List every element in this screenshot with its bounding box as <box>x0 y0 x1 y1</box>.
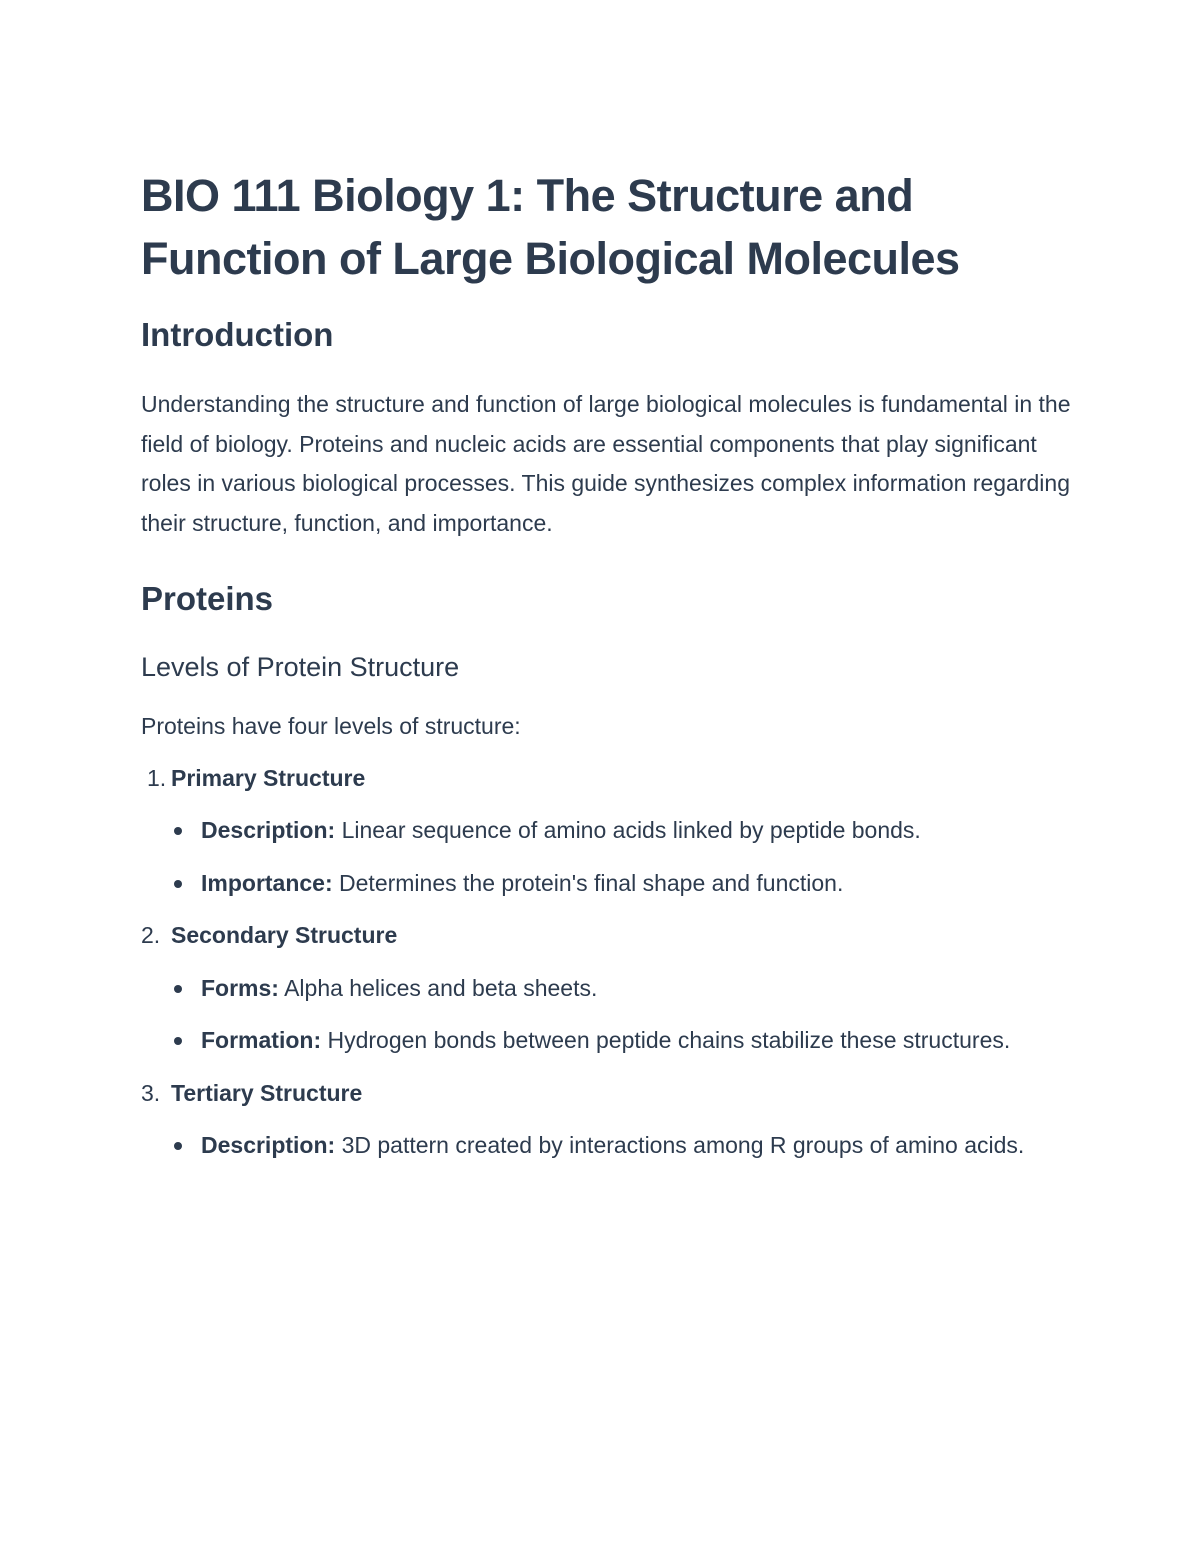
page-title: BIO 111 Biology 1: The Structure and Function of Large Biological Molecules <box>141 170 960 284</box>
detail-text: Alpha helices and beta sheets. <box>278 974 598 1001</box>
detail-item <box>201 1021 1071 1061</box>
bullet-icon <box>174 1142 182 1150</box>
detail-term: Importance: <box>201 869 333 896</box>
bullet-icon <box>174 985 182 993</box>
detail-text: Linear sequence of amino acids linked by peptide bonds. <box>335 817 921 843</box>
detail-item <box>201 811 1071 851</box>
list-item-tertiary-structure <box>141 1074 1071 1166</box>
introduction-heading: Introduction <box>141 316 334 353</box>
level-title: Secondary Structure <box>171 922 398 948</box>
document-content <box>141 164 1071 1179</box>
detail-term: Description: <box>201 817 336 843</box>
level-details-list <box>141 811 1071 903</box>
detail-item <box>201 969 1071 1009</box>
protein-structure-levels-list <box>141 759 1071 1166</box>
list-item-secondary-structure <box>141 916 1071 1061</box>
bullet-icon <box>174 1037 182 1045</box>
list-item-primary-structure <box>141 759 1071 904</box>
detail-text: Determines the protein's final shape and function. <box>332 869 844 896</box>
list-number: 1. <box>147 764 167 791</box>
detail-term: Description: <box>201 1132 336 1158</box>
detail-item <box>201 864 1071 904</box>
detail-text: 3D pattern created by interactions among R groups of amino acids. <box>335 1132 1025 1158</box>
levels-intro-paragraph: Proteins have four levels of structure: <box>141 713 521 739</box>
levels-of-protein-structure-heading: Levels of Protein Structure <box>141 652 460 682</box>
proteins-heading: Proteins <box>141 580 274 617</box>
list-number: 3. <box>141 1079 161 1106</box>
level-title: Tertiary Structure <box>171 1079 363 1106</box>
detail-term: Formation: <box>201 1027 322 1053</box>
introduction-paragraph: Understanding the structure and function of large biological molecules is fundamental in the field of biology. Proteins and nucleic acids are essential components that play significant roles in various biological processes. This guide synthesizes complex information regarding their structure, function, and importance. <box>141 391 1071 536</box>
bullet-icon <box>174 880 182 888</box>
list-number: 2. <box>141 922 161 948</box>
level-title: Primary Structure <box>171 764 366 791</box>
detail-text: Hydrogen bonds between peptide chains stabilize these structures. <box>321 1027 1011 1053</box>
bullet-icon <box>174 827 182 835</box>
level-details-list <box>141 1126 1071 1166</box>
detail-term: Forms: <box>201 974 279 1001</box>
level-details-list <box>141 969 1071 1061</box>
detail-item <box>201 1126 1071 1166</box>
